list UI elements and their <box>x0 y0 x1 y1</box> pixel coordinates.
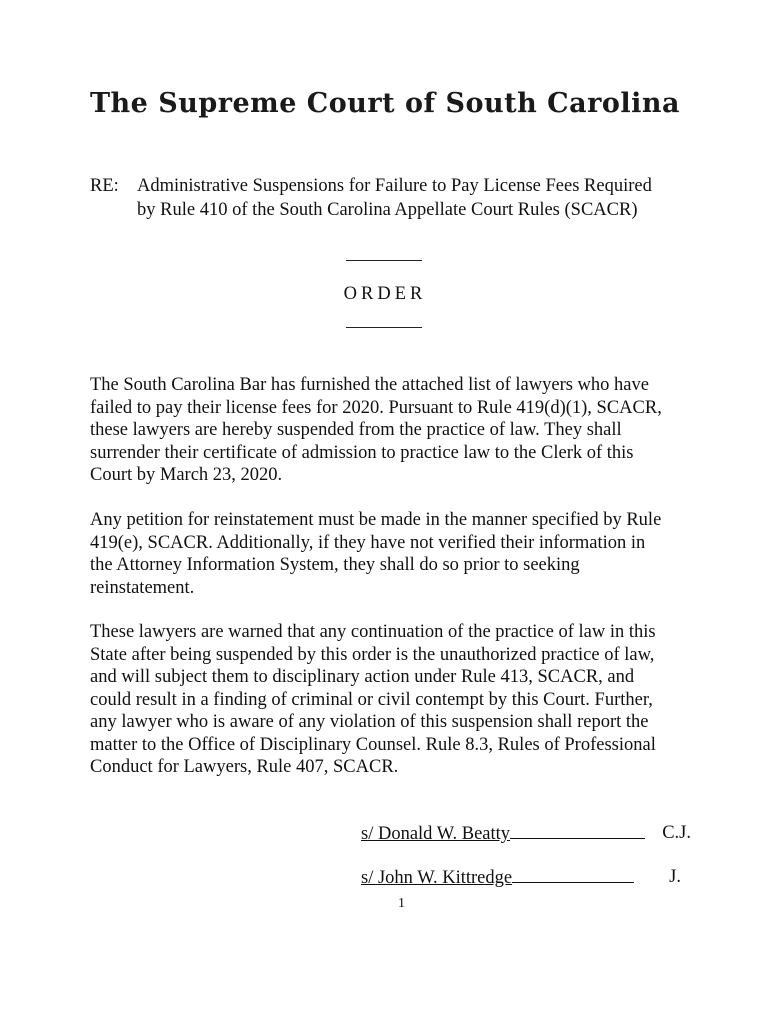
paragraph-line: matter to the Office of Disciplinary Counsel. Rule 8.3, Rules of Professional <box>90 734 656 755</box>
re-line-2: by Rule 410 of the South Carolina Appellate Court Rules (SCACR) <box>137 200 638 220</box>
paragraph-line: any lawyer who is aware of any violation of this suspension shall report the <box>90 712 649 732</box>
signature-line <box>510 822 645 839</box>
paragraph-line: Court by March 23, 2020. <box>90 465 283 485</box>
paragraph-3 <box>90 621 690 779</box>
paragraph-line: Any petition for reinstatement must be made in the manner specified by Rule <box>90 510 662 530</box>
divider-bottom <box>346 327 422 328</box>
paragraph-1 <box>90 374 690 487</box>
paragraph-line: surrender their certificate of admission to practice law to the Clerk of this <box>90 442 634 463</box>
signature-name: s/ John W. Kittredge <box>361 868 513 888</box>
re-label: RE: <box>90 176 119 196</box>
paragraph-line: The South Carolina Bar has furnished the attached list of lawyers who have <box>90 375 649 395</box>
paragraph-line: failed to pay their license fees for 2020. Pursuant to Rule 419(d)(1), SCACR, <box>90 397 662 418</box>
court-title: The Supreme Court of South Carolina <box>89 88 681 119</box>
paragraph-line: these lawyers are hereby suspended from the practice of law. They shall <box>90 420 622 440</box>
order-heading: ORDER <box>343 284 427 304</box>
paragraph-line: and will subject them to disciplinary action under Rule 413, SCACR, and <box>90 667 635 687</box>
paragraph-line: 419(e), SCACR. Additionally, if they have not verified their information in <box>90 532 646 553</box>
signature-title: J. <box>669 867 681 887</box>
paragraph-2 <box>90 509 690 599</box>
paragraph-line: reinstatement. <box>90 577 195 598</box>
re-line-1: Administrative Suspensions for Failure to Pay License Fees Required <box>137 176 652 196</box>
signature-title: C.J. <box>662 823 691 843</box>
re-block <box>90 174 690 222</box>
signature-justice <box>361 866 691 889</box>
signature-line <box>512 866 634 883</box>
paragraph-line: the Attorney Information System, they shall do so prior to seeking <box>90 555 580 575</box>
paragraph-line: These lawyers are warned that any continuation of the practice of law in this <box>90 622 656 642</box>
divider-top <box>346 260 422 261</box>
paragraph-line: State after being suspended by this order is the unauthorized practice of law, <box>90 644 655 665</box>
paragraph-line: Conduct for Lawyers, Rule 407, SCACR. <box>90 757 399 777</box>
page-number: 1 <box>398 896 405 911</box>
signature-chief-justice <box>361 822 691 845</box>
signature-name: s/ Donald W. Beatty <box>361 824 511 844</box>
paragraph-line: could result in a finding of criminal or civil contempt by this Court. Further, <box>90 689 653 710</box>
